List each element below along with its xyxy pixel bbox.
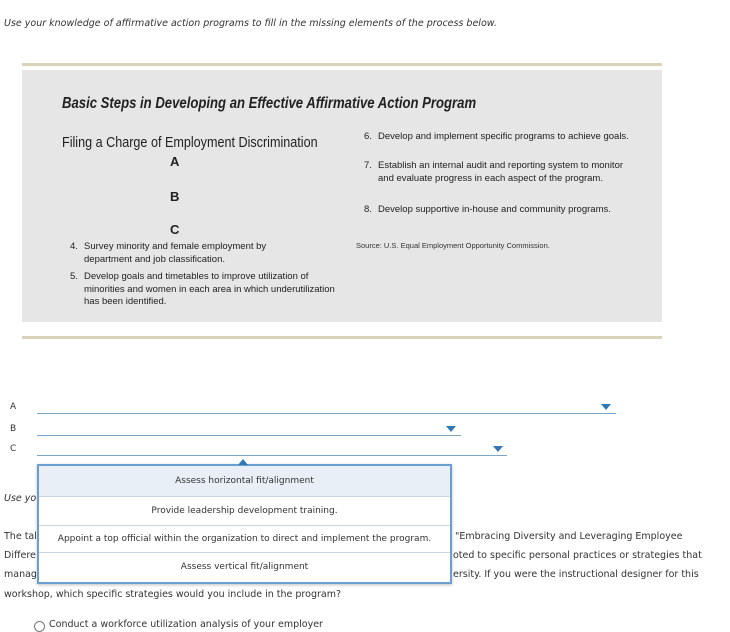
step-7 [364,160,632,185]
dropdown-option[interactable]: Provide leadership development training. [151,506,338,516]
blank-b: B [170,189,180,204]
step-text: Establish an internal audit and reporting system to monitor and evaluate progress in each aspect of the program. [378,160,624,184]
chevron-up-icon[interactable] [238,459,248,465]
step-number: 5. [70,271,78,282]
figure-source: Source: U.S. Equal Employment Opportunity Commission. [356,241,550,250]
question2-line2-right: oted to specific personal practices or strategies that [453,550,702,561]
step-number: 7. [364,160,372,171]
dropdown-option[interactable]: Appoint a top official within the organization to direct and implement the program. [57,534,432,544]
question2-line1-left: The tal [4,531,37,542]
step-text: Develop supportive in-house and community programs. [378,204,611,215]
dropdown-option[interactable]: Assess horizontal fit/alignment [39,466,450,496]
figure-title: Basic Steps in Developing an Effective Affirmative Action Program [62,95,477,112]
process-figure [22,63,662,339]
dropdown-arrow-icon[interactable] [601,404,611,410]
blank-c: C [170,222,180,237]
answer-label-a: A [10,402,17,412]
dropdown-option[interactable]: Assess vertical fit/alignment [180,562,309,572]
step-text: Survey minority and female employment by department and job classification. [84,241,267,265]
blank-a: A [170,154,180,169]
option-radio[interactable] [34,621,45,632]
dropdown-menu[interactable] [37,464,452,584]
step-4 [70,241,296,266]
answer-label-b: B [10,424,17,434]
question2-line3-right: ersity. If you were the instructional designer for this [453,569,699,580]
figure-bottom-rule [22,336,662,339]
question2-line4: workshop, which specific strategies would you include in the program? [4,589,341,600]
step-number: 6. [364,131,372,142]
option-label[interactable]: Conduct a workforce utilization analysis of your employer [49,619,323,630]
step-5 [70,271,346,309]
step-6 [364,131,632,144]
figure-panel [22,70,662,322]
question2-line1-right: "Embracing Diversity and Leveraging Employee [455,531,683,542]
question2-line3-left: manag [4,569,37,580]
step-text: Develop goals and timetables to improve utilization of minorities and women in each area in which underutilization has been identified. [84,271,335,307]
answer-b-dropdown[interactable] [37,435,461,436]
step-number: 8. [364,204,372,215]
answer-a-dropdown[interactable] [37,413,616,414]
dropdown-arrow-icon[interactable] [446,426,456,432]
answer-c-dropdown[interactable] [37,455,507,456]
first-step: Filing a Charge of Employment Discrimination [62,134,318,151]
step-number: 4. [70,241,78,252]
question2-line2-left: Differe [4,550,36,561]
instructions: Use your knowledge of affirmative action programs to fill in the missing elements of the process below. [4,18,497,29]
figure-top-rule [22,63,662,66]
step-8 [364,204,632,217]
answer-label-c: C [10,444,17,454]
question2-intro: Use yo [4,493,37,504]
dropdown-arrow-icon[interactable] [493,446,503,452]
step-text: Develop and implement specific programs to achieve goals. [378,131,629,142]
